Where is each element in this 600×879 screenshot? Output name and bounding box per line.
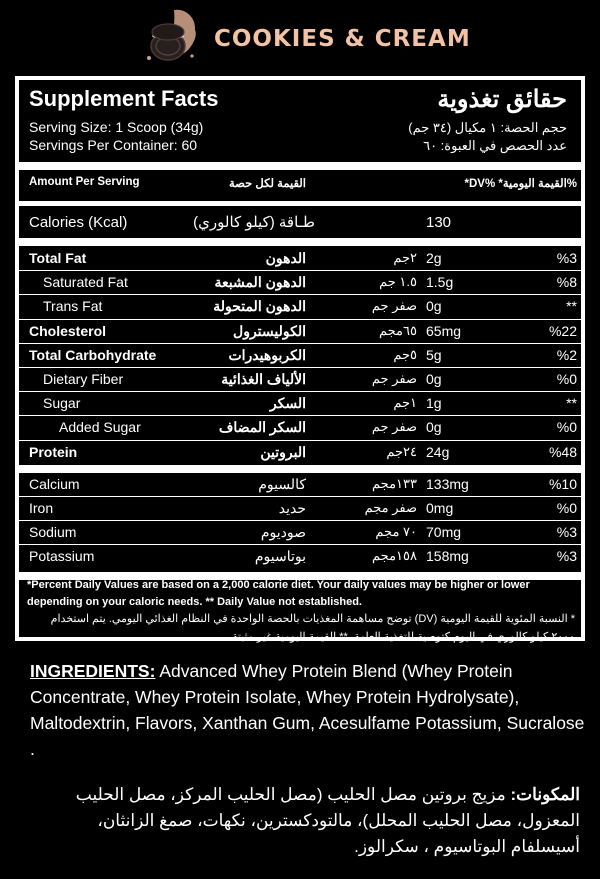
divider [19,367,581,368]
nutrient-amount: 0g [426,419,442,436]
nutrient-amount: 65mg [426,322,462,339]
divider [19,391,581,392]
nutrient-dv: %22 [548,322,577,339]
calories-label-ar: طـاقة (كيلو كالوري) [193,214,315,231]
cookie-icon [140,6,200,68]
nutrient-name-ar: الكوليسترول [233,322,306,339]
nutrient-name-en: Iron [29,500,54,516]
nutrient-amount-ar: ٧٠ مجم [375,524,417,540]
nutrient-amount-ar: صفر مجم [364,500,417,515]
nutrient-dv: %48 [548,443,577,460]
nutrient-name-en: Calcium [29,475,80,492]
nutrient-dv: %0 [556,500,577,516]
footnote-ar: * النسبة المئوية للقيمة اليومية (DV) توضح مساهمة المغذيات بالحصة الواحدة في النظام الغذائي اليومي. يتم استخدام ٢٠٠٠ كيلو كالوري في اليوم كتوصية للتغذية العامة. ** القيمة اليومية غير مثبتة. [50,613,575,643]
nutrient-amount: 0mg [426,500,454,516]
divider [19,544,581,545]
nutrient-name-en: Sugar [43,395,81,412]
nutrient-dv: %0 [556,419,577,436]
nutrient-amount: 1.5g [426,274,454,291]
ingredients-text-ar: مزيج بروتين مصل الحليب (مصل الحليب المركز، مصل الحليب المعزول، مصل الحليب المحلل)، مالتودكسترين، نكهات، صمغ الزانثان، أسيسلفام البوتاسيوم ، سكرالوز. [75,785,580,856]
nutrient-dv: ** [566,395,577,412]
divider [19,465,581,473]
amount-header-en: Amount Per Serving [29,176,140,188]
amount-header-ar: القيمة لكل حصة [228,178,306,190]
nutrient-name-ar: الكربوهيدرات [228,346,306,363]
nutrient-name-ar: البروتين [260,443,306,460]
nutrient-amount-ar: صفر جم [371,419,417,435]
ingredients-ar [28,782,580,860]
nutrient-amount: 0g [426,298,442,315]
nutrient-amount-ar: ٢٤جم [386,443,417,459]
servings-per-container-en: Servings Per Container: 60 [29,137,198,153]
nutrient-name-en: Sodium [29,524,77,541]
nutrient-amount: 2g [426,250,442,266]
nutrient-name-en: Protein [29,443,78,460]
nutrient-amount: 24g [426,443,450,460]
nutrient-amount-ar: ٥جم [393,346,417,362]
nutrient-amount: 1g [426,395,442,412]
divider [19,294,581,295]
nutrient-amount-ar: ١٥٨مجم [372,548,417,564]
nutrient-name-en: Total Fat [29,250,87,266]
nutrient-amount: 133mg [426,475,469,492]
serving-size-ar: حجم الحصة: ١ مكيال (٣٤ جم) [408,120,567,135]
nutrient-dv: %3 [556,250,577,266]
divider [19,343,581,344]
divider [19,238,581,246]
ingredients-label-ar: المكونات: [510,785,580,804]
supplement-facts-panel [15,76,585,641]
nutrient-amount: 5g [426,346,442,363]
ingredients-en [30,658,586,762]
nutrient-dv: %0 [556,371,577,387]
nutrient-name-ar: الدهون المتحولة [213,298,306,315]
calories-label-en: Calories (Kcal) [29,214,128,231]
nutrient-amount-ar: ١٣٣مجم [372,475,417,491]
nutrient-dv: %3 [556,548,577,565]
divider [19,415,581,416]
nutrient-amount-ar: ٦٥مجم [379,322,417,338]
divider [19,440,581,441]
nutrient-amount-ar: صفر جم [371,371,417,386]
footnote-en: *Percent Daily Values are based on a 2,000 calorie diet. Your daily values may be higher or lower depending on your caloric needs. ** Daily Value not established. [27,579,530,608]
nutrient-amount-ar: صفر جم [371,298,417,314]
amount-header-row [19,176,581,192]
nutrient-dv: %10 [548,475,577,492]
nutrient-dv: ** [566,298,577,315]
divider [19,162,581,170]
nutrient-name-ar: الدهون [265,250,306,266]
nutrient-name-ar: حديد [278,500,306,516]
facts-title-en: Supplement Facts [29,86,219,111]
nutrient-name-en: Potassium [29,548,95,565]
product-header [0,0,600,76]
divider [19,496,581,497]
nutrient-amount-ar: ٢جم [393,250,417,265]
nutrient-name-ar: الألياف الغذائية [221,371,306,387]
nutrient-name-ar: الدهون المشبعة [214,274,306,291]
nutrient-name-ar: بوتاسيوم [254,548,306,565]
divider [19,520,581,521]
nutrient-name-ar: السكر [269,395,306,412]
nutrient-name-ar: السكر المضاف [218,419,306,436]
divider [19,319,581,320]
ingredients-text-en: Advanced Whey Protein Blend (Whey Protein Concentrate, Whey Protein Isolate, Whey Protein Hydrolysate), Maltodextrin, Flavors, Xanthan Gum, Acesulfame Potassium, Sucralose . [30,661,585,759]
nutrient-dv: %8 [556,274,577,291]
nutrient-amount: 158mg [426,548,469,565]
nutrient-amount: 70mg [426,524,462,541]
nutrient-name-ar: صوديوم [260,524,306,541]
servings-per-container-ar: عدد الحصص في العبوة: ٦٠ [423,138,567,153]
nutrient-amount-ar: ١جم [393,395,417,411]
nutrient-amount-ar: ١.٥ جم [379,274,417,290]
nutrient-dv: %2 [556,346,577,363]
nutrient-amount: 0g [426,371,442,387]
nutrient-dv: %3 [556,524,577,541]
nutrient-name-en: Dietary Fiber [43,371,124,387]
nutrient-name-en: Total Carbohydrate [29,346,157,363]
dv-header: %القيمة اليومية* %DV* [464,178,577,190]
facts-title-ar: حقائق تغذوية [437,86,567,113]
nutrient-name-ar: كالسيوم [258,475,306,492]
nutrient-name-en: Cholesterol [29,322,107,339]
nutrient-name-en: Saturated Fat [43,274,128,291]
serving-size-en: Serving Size: 1 Scoop (34g) [29,119,204,135]
ingredients-label-en: INGREDIENTS: [30,661,156,681]
calories-value: 130 [426,214,452,231]
nutrient-name-en: Added Sugar [59,419,141,436]
divider [19,201,581,206]
nutrient-name-en: Trans Fat [43,298,103,315]
divider [19,270,581,271]
product-flavor-title: COOKIES & CREAM [214,26,471,52]
